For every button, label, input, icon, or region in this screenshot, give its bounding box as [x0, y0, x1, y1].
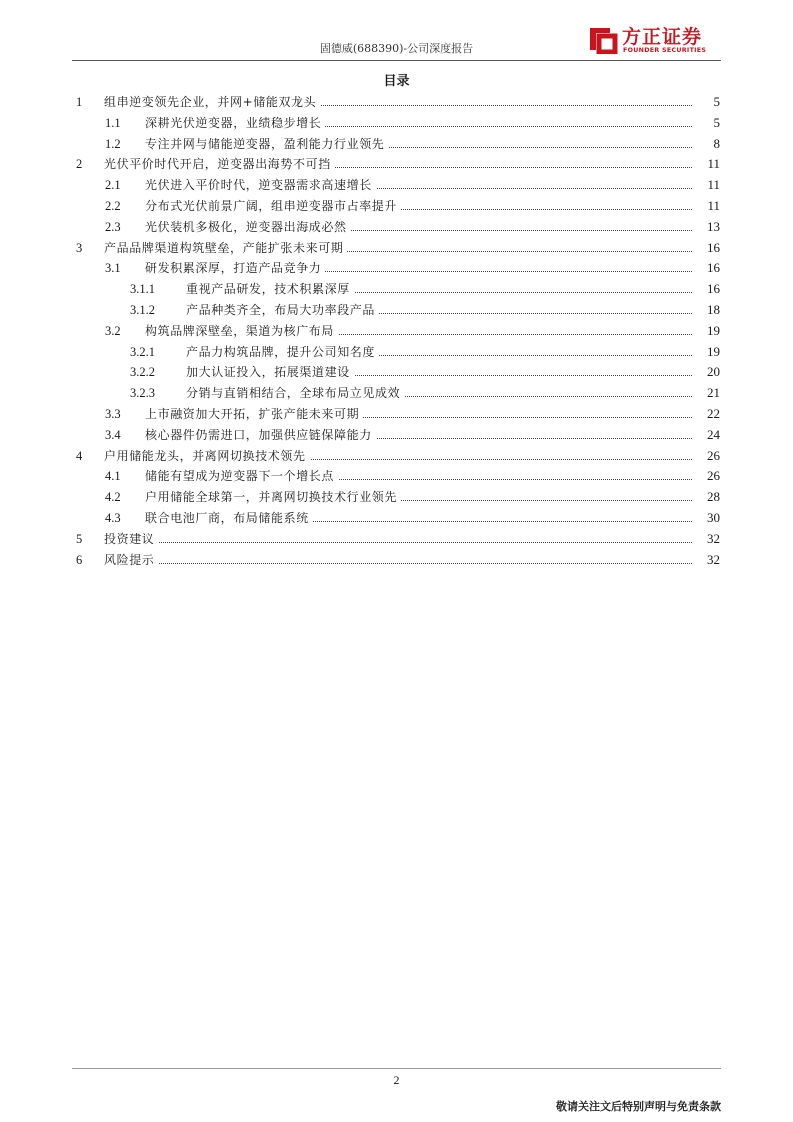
toc-entry-number: 3.2.1 [130, 344, 155, 359]
toc-entry-page[interactable]: 30 [705, 508, 720, 529]
table-of-contents [72, 92, 720, 570]
toc-entry[interactable] [72, 529, 720, 550]
toc-entry-label[interactable]: 产品力构筑品牌，提升公司知名度 [186, 342, 379, 363]
toc-entry[interactable] [72, 300, 720, 321]
toc-entry-label[interactable]: 风险提示 [104, 550, 158, 571]
toc-entry-label[interactable]: 核心器件仍需进口，加强供应链保障能力 [145, 425, 376, 446]
toc-entry[interactable] [72, 550, 720, 571]
toc-entry-number: 2.1 [105, 178, 121, 193]
toc-entry-page[interactable]: 24 [705, 425, 720, 446]
toc-entry-number: 4.1 [105, 469, 121, 484]
toc-entry[interactable] [72, 279, 720, 300]
toc-entry[interactable] [72, 487, 720, 508]
toc-entry[interactable] [72, 113, 720, 134]
toc-entry-page[interactable]: 20 [705, 362, 720, 383]
toc-entry-page[interactable]: 11 [705, 154, 720, 175]
toc-dot-leader [104, 563, 692, 564]
toc-entry[interactable] [72, 404, 720, 425]
toc-entry-number: 3.4 [105, 427, 121, 442]
toc-entry-label[interactable]: 户用储能全球第一，并离网切换技术行业领先 [145, 487, 401, 508]
toc-entry[interactable] [72, 196, 720, 217]
founder-securities-logo [588, 22, 718, 56]
toc-entry-page[interactable]: 26 [705, 466, 720, 487]
toc-entry[interactable] [72, 342, 720, 363]
footer-divider [72, 1068, 721, 1069]
toc-entry-label[interactable]: 产品品牌渠道构筑壁垒，产能扩张未来可期 [104, 238, 347, 259]
toc-entry[interactable] [72, 238, 720, 259]
toc-entry-label[interactable]: 分布式光伏前景广阔，组串逆变器市占率提升 [145, 196, 401, 217]
toc-entry-label[interactable]: 户用储能龙头，并离网切换技术领先 [104, 446, 310, 467]
toc-entry[interactable] [72, 92, 720, 113]
toc-entry-page[interactable]: 32 [705, 550, 720, 571]
toc-entry[interactable] [72, 175, 720, 196]
toc-entry-label[interactable]: 研发积累深厚，打造产品竞争力 [145, 258, 325, 279]
toc-entry-number: 3.2 [105, 323, 121, 338]
toc-entry[interactable] [72, 508, 720, 529]
toc-entry-label[interactable]: 储能有望成为逆变器下一个增长点 [145, 466, 338, 487]
toc-entry-label[interactable]: 加大认证投入，拓展渠道建设 [186, 362, 354, 383]
toc-entry[interactable] [72, 154, 720, 175]
toc-entry-page[interactable]: 28 [705, 487, 720, 508]
page-number: 2 [393, 1073, 400, 1087]
toc-entry-page[interactable]: 18 [705, 300, 720, 321]
toc-entry-number: 3.1.2 [130, 302, 155, 317]
toc-entry[interactable] [72, 383, 720, 404]
toc-entry[interactable] [72, 217, 720, 238]
toc-entry[interactable] [72, 134, 720, 155]
toc-entry-label[interactable]: 组串逆变领先企业，并网+储能双龙头 [104, 92, 320, 113]
toc-entry-number: 3 [76, 240, 83, 255]
toc-entry-number: 4 [76, 448, 83, 463]
toc-entry-page[interactable]: 5 [712, 113, 721, 134]
toc-entry-label[interactable]: 专注并网与储能逆变器，盈利能力行业领先 [145, 134, 388, 155]
founder-logo-icon [588, 24, 618, 54]
toc-entry-page[interactable]: 8 [712, 134, 721, 155]
toc-dot-leader [104, 542, 692, 543]
toc-entry-number: 3.2.3 [130, 386, 155, 401]
toc-entry-label[interactable]: 光伏装机多极化，逆变器出海成必然 [145, 217, 351, 238]
toc-entry-label[interactable]: 投资建议 [104, 529, 158, 550]
toc-entry-page[interactable]: 11 [705, 175, 720, 196]
toc-entry-page[interactable]: 32 [705, 529, 720, 550]
toc-entry-page[interactable]: 21 [705, 383, 720, 404]
toc-entry-number: 1.2 [105, 136, 121, 151]
toc-entry-label[interactable]: 光伏平价时代开启，逆变器出海势不可挡 [104, 154, 335, 175]
toc-entry-number: 2.2 [105, 198, 121, 213]
toc-entry-number: 3.1 [105, 261, 121, 276]
toc-entry-label[interactable]: 构筑品牌深壁垒，渠道为核广布局 [145, 321, 338, 342]
toc-entry-page[interactable]: 13 [705, 217, 720, 238]
toc-entry-page[interactable]: 16 [705, 258, 720, 279]
toc-entry-page[interactable]: 16 [705, 279, 720, 300]
toc-entry-number: 5 [76, 531, 83, 546]
toc-entry-label[interactable]: 重视产品研发，技术积累深厚 [186, 279, 354, 300]
toc-entry-number: 4.3 [105, 510, 121, 525]
toc-title: 目录 [383, 74, 410, 89]
toc-entry-page[interactable]: 19 [705, 321, 720, 342]
disclaimer-note: 敬请关注文后特别声明与免责条款 [556, 1100, 721, 1113]
toc-entry-label[interactable]: 光伏进入平价时代，逆变器需求高速增长 [145, 175, 376, 196]
toc-entry[interactable] [72, 466, 720, 487]
toc-entry-page[interactable]: 16 [705, 238, 720, 259]
toc-entry-number: 3.1.1 [130, 282, 155, 297]
toc-entry-label[interactable]: 产品种类齐全，布局大功率段产品 [186, 300, 379, 321]
toc-entry-number: 2.3 [105, 219, 121, 234]
header-divider [72, 60, 721, 61]
logo-chinese-text: 方正证券 [622, 26, 703, 48]
toc-entry[interactable] [72, 258, 720, 279]
toc-entry-page[interactable]: 22 [705, 404, 720, 425]
toc-entry[interactable] [72, 425, 720, 446]
toc-entry-page[interactable]: 19 [705, 342, 720, 363]
toc-entry-number: 6 [76, 552, 83, 567]
report-header-title: 固德威(688390)-公司深度报告 [319, 42, 474, 55]
toc-entry-label[interactable]: 上市融资加大开拓，扩张产能未来可期 [145, 404, 363, 425]
toc-entry-number: 1.1 [105, 115, 121, 130]
toc-entry-label[interactable]: 分销与直销相结合，全球布局立见成效 [186, 383, 404, 404]
toc-entry-page[interactable]: 5 [712, 92, 721, 113]
toc-entry-page[interactable]: 11 [705, 196, 720, 217]
toc-entry-number: 3.2.2 [130, 365, 155, 380]
toc-entry[interactable] [72, 321, 720, 342]
toc-entry-label[interactable]: 联合电池厂商，布局储能系统 [145, 508, 313, 529]
toc-entry-number: 4.2 [105, 490, 121, 505]
logo-english-text: FOUNDER SECURITIES [623, 47, 707, 54]
toc-entry[interactable] [72, 362, 720, 383]
toc-entry-number: 1 [76, 95, 83, 109]
toc-entry-number: 3.3 [105, 406, 121, 421]
toc-entry-label[interactable]: 深耕光伏逆变器，业绩稳步增长 [145, 113, 325, 134]
toc-entry[interactable] [72, 446, 720, 467]
toc-entry-page[interactable]: 26 [705, 446, 720, 467]
toc-entry-number: 2 [76, 157, 83, 172]
